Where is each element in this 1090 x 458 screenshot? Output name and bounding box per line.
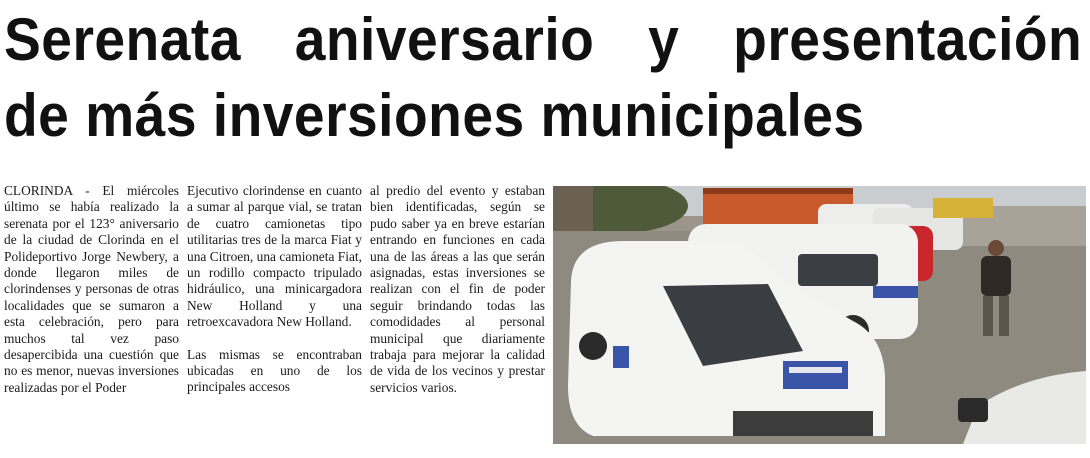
article-column-2 [187,183,362,396]
headline-line-2: de más inversiones municipales [4,82,865,149]
article-column-3 [370,183,545,396]
headline-line-1: Serenata aniversario y presentación [4,6,1083,73]
article-column-1 [4,183,179,396]
column-2-paragraph-1: Ejecutivo clorindense en cuanto a sumar al parque vial, se tratan de cuatro camionetas tipo utilitarias tres de la marca Fiat y una Citroen, una camioneta Fiat, un rodillo compacto tripulado hidráulico, una minicargadora New Holland y una retroexcavadora New Holland. [187,183,362,330]
column-2-paragraph-2: Las mismas se encontraban ubicadas en uno de los principales accesos [187,346,362,395]
vehicles-photo [553,186,1086,444]
column-1-text: CLORINDA - El miércoles último se había realizado la serenata por el 123° aniversario de la ciudad de Clorinda en el Polideportivo Jorge Newbery, a donde llegaron miles de clorindenses y personas de otras localidades que se sumaron a esta celebración, pero para muchos tal vez paso desapercibida una cuestión que no es menor, nuevas inversiones realizadas por el Poder [4,183,179,395]
column-3-text: al predio del evento y estaban bien identificadas, según se pudo saber ya en breve estarían entrando en funciones en cada una de las áreas a las que serán asignadas, estas inversiones se realizan con el fin de poder seguir brindando todas las comodidades al personal municipal que diariamente trabaja para mejorar la calidad de vida de los vecinos y prestar servicios varios. [370,183,545,395]
headline [4,2,1083,154]
